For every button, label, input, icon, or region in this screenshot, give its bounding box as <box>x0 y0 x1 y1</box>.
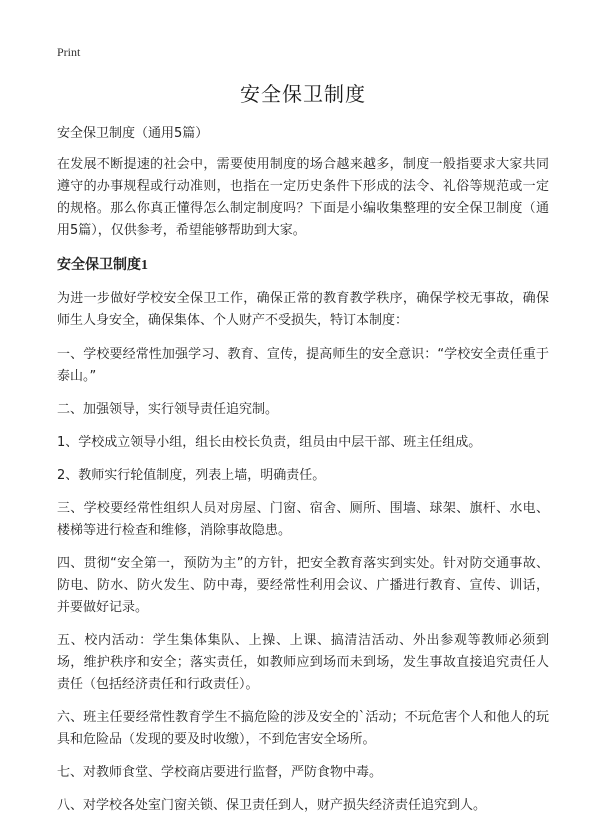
rule-item: 七、对教师食堂、学校商店要进行监督，严防食物中毒。 <box>57 765 383 780</box>
rule-item: 1、学校成立领导小组，组长由校长负责，组员由中层干部、班主任组成。 <box>57 435 482 450</box>
rule-item: 二、加强领导，实行领导责任追究制。 <box>57 402 279 417</box>
document <box>57 78 549 828</box>
print-link[interactable]: Print <box>57 45 81 59</box>
section-heading: 安全保卫制度1 <box>57 258 148 273</box>
document-subtitle: 安全保卫制度（通用5篇） <box>57 126 209 141</box>
rule-item: 三、学校要经常性组织人员对房屋、门窗、宿舍、厕所、围墙、球架、旗杆、水电、楼梯等进行检查和维修，消除事故隐患。 <box>57 501 549 538</box>
rule-item: 六、班主任要经常性教育学生不搞危险的涉及安全的`活动；不玩危害个人和他人的玩具和危险品（发现的要及时收缴），不到危害安全场所。 <box>57 710 549 747</box>
rule-item: 四、贯彻“安全第一，预防为主”的方针，把安全教育落实到实处。针对防交通事故、防电、防水、防火发生、防中毒，要经常性利用会议、广播进行教育、宣传、训话，并要做好记录。 <box>57 556 549 615</box>
rule-item: 2、教师实行轮值制度，列表上墙，明确责任。 <box>57 468 326 483</box>
rule-item: 八、对学校各处室门窗关锁、保卫责任到人，财产损失经济责任追究到人。 <box>57 798 487 813</box>
rule-item: 五、校内活动：学生集体集队、上操、上课、搞清洁活动、外出参观等教师必须到场，维护秩序和安全；落实责任，如教师应到场而未到场，发生事故直接追究责任人责任（包括经济责任和行政责任）。 <box>57 633 549 692</box>
page-title: 安全保卫制度 <box>240 82 366 106</box>
section-lead-paragraph: 为进一步做好学校安全保卫工作，确保正常的教育教学秩序，确保学校无事故，确保师生人身安全，确保集体、个人财产不受损失，特订本制度： <box>57 291 549 328</box>
rule-list <box>57 344 549 817</box>
rule-item: 一、学校要经常性加强学习、教育、宣传，提高师生的安全意识：“学校安全责任重于泰山。” <box>57 347 549 384</box>
intro-paragraph: 在发展不断提速的社会中，需要使用制度的场合越来越多，制度一般指要求大家共同遵守的办事规程或行动准则，也指在一定历史条件下形成的法令、礼俗等规范或一定的规格。那么你真正懂得怎么制定制度吗？下面是小编收集整理的安全保卫制度（通用5篇），仅供参考，希望能够帮助到大家。 <box>57 157 549 238</box>
